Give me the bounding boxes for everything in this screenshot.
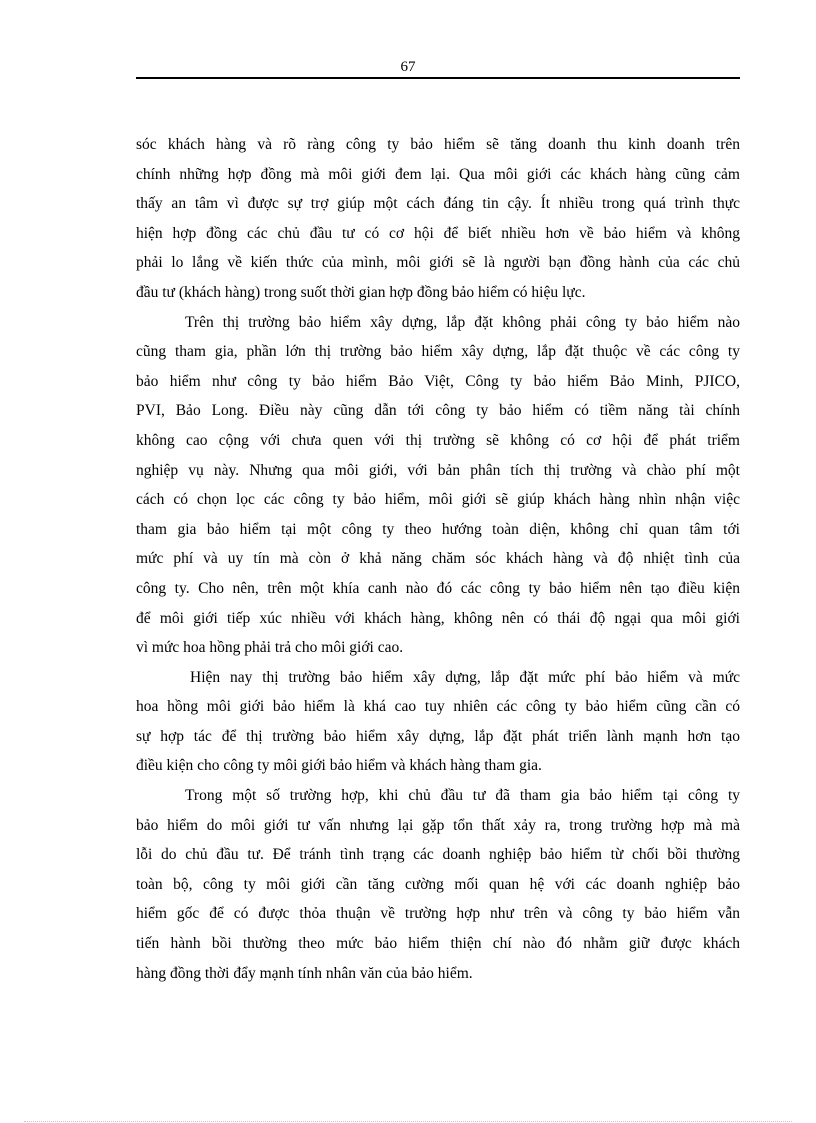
text-line: để môi giới tiếp xúc nhiều với khách hàng, không nên có thái độ ngại qua môi giới xyxy=(136,609,740,627)
paragraph-1 xyxy=(136,130,740,308)
header-rule xyxy=(136,77,740,79)
text-line: tiến hành bồi thường theo mức bảo hiểm thiện chí nào đó nhằm giữ được khách xyxy=(136,935,740,953)
text-line: vì mức hoa hồng phải trả cho môi giới cao. xyxy=(136,639,404,657)
document-body xyxy=(136,130,740,988)
paragraph-4 xyxy=(136,781,740,988)
text-line: Hiện nay thị trường bảo hiểm xây dựng, lắp đặt mức phí bảo hiểm và mức xyxy=(190,668,740,686)
page-number: 67 xyxy=(400,59,416,75)
text-line: điều kiện cho công ty môi giới bảo hiểm và khách hàng tham gia. xyxy=(136,757,542,775)
text-line: sóc khách hàng và rõ ràng công ty bảo hiểm sẽ tăng doanh thu kinh doanh trên xyxy=(136,136,740,153)
text-line: cũng tham gia, phần lớn thị trường bảo hiểm xây dựng, lắp đặt thuộc về các công ty xyxy=(136,343,740,361)
text-line: thấy an tâm vì được sự trợ giúp một cách đáng tin cậy. Ít nhiều trong quá trình thực xyxy=(136,195,740,213)
text-line: không cao cộng với chưa quen với thị trường sẽ không có cơ hội để phát triểm xyxy=(136,431,740,449)
text-line: tham gia bảo hiểm tại một công ty theo hướng toàn diện, không chỉ quan tâm tới xyxy=(136,520,740,538)
text-line: nghiệp vụ này. Nhưng qua môi giới, với bản phân tích thị trường và chào phí một xyxy=(136,461,740,479)
text-line: đầu tư (khách hàng) trong suốt thời gian hợp đồng bảo hiểm có hiệu lực. xyxy=(136,283,586,301)
text-line: hoa hồng môi giới bảo hiểm là khá cao tuy nhiên các công ty bảo hiểm cũng cần có xyxy=(136,698,740,716)
text-line: Trên thị trường bảo hiểm xây dựng, lắp đặt không phải công ty bảo hiểm nào xyxy=(185,313,740,331)
text-line: chính những hợp đồng mà môi giới đem lại. Qua môi giới các khách hàng cũng cảm xyxy=(136,165,740,183)
text-line: Trong một số trường hợp, khi chủ đầu tư đã tham gia bảo hiểm tại công ty xyxy=(185,787,740,805)
text-line: hiểm gốc để có được thỏa thuận về trường hợp như trên và công ty bảo hiểm vẫn xyxy=(136,905,740,923)
text-line: mức phí và uy tín mà còn ở khả năng chăm sóc khách hàng và độ nhiệt tình của xyxy=(136,550,740,568)
text-line: cách có chọn lọc các công ty bảo hiểm, môi giới sẽ giúp khách hàng nhìn nhận việc xyxy=(136,491,740,509)
text-line: PVI, Bảo Long. Điều này cũng dẫn tới công ty bảo hiểm có tiềm năng tài chính xyxy=(136,402,740,420)
text-line: bảo hiểm do môi giới tư vấn nhưng lại gặp tổn thất xảy ra, trong trường hợp mà mà xyxy=(136,816,740,834)
text-line: phải lo lắng về kiến thức của mình, môi giới sẽ là người bạn đồng hành của các chủ xyxy=(136,254,740,272)
text-line: hiện hợp đồng các chủ đầu tư có cơ hội để biết nhiều hơn về bảo hiểm và không xyxy=(136,224,740,242)
text-line: toàn bộ, công ty môi giới cần tăng cường mối quan hệ với các doanh nghiệp bảo xyxy=(136,875,740,893)
paragraph-2 xyxy=(136,308,740,663)
footer-rule xyxy=(24,1121,792,1122)
text-line: bảo hiểm như công ty bảo hiểm Bảo Việt, Công ty bảo hiểm Bảo Minh, PJICO, xyxy=(136,372,740,390)
text-line: lỗi do chủ đầu tư. Để tránh tình trạng các doanh nghiệp bảo hiểm từ chối bồi thường xyxy=(136,846,740,864)
text-line: sự hợp tác để thị trường bảo hiểm xây dựng, lắp đặt phát triển lành mạnh hơn tạo xyxy=(136,727,740,745)
paragraph-3 xyxy=(136,663,740,781)
text-line: công ty. Cho nên, trên một khía canh nào đó các công ty bảo hiểm nên tạo điều kiện xyxy=(136,579,740,597)
text-line: hàng đồng thời đẩy mạnh tính nhân văn của bảo hiểm. xyxy=(136,964,473,982)
